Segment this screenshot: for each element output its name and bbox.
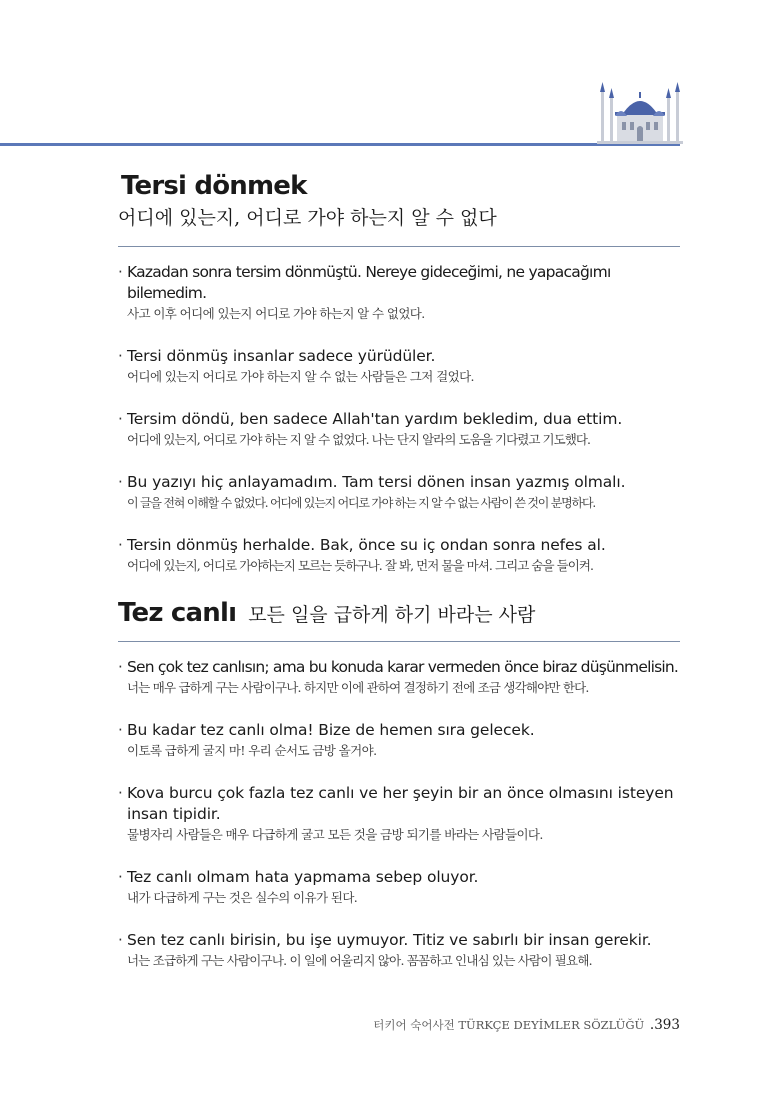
bullet: · (118, 784, 123, 802)
section-divider (118, 246, 680, 247)
bullet: · (118, 868, 123, 886)
example-turkish: Sen tez canlı birisin, bu işe uymuyor. Titiz ve sabırlı bir insan gerekir. (127, 931, 652, 949)
example-item (118, 657, 680, 697)
example-item (118, 262, 680, 323)
example-item (118, 867, 680, 907)
bullet: · (118, 347, 123, 365)
example-item (118, 472, 680, 512)
example-item (118, 783, 680, 844)
example-turkish: Kazadan sonra tersim dönmüştü. Nereye gideceğimi, ne yapacağımı bilemedim. (127, 263, 611, 302)
example-turkish: Tersim döndü, ben sadece Allah'tan yardım bekledim, dua ettim. (127, 410, 623, 428)
bullet: · (118, 473, 123, 491)
example-turkish: Bu kadar tez canlı olma! Bize de hemen sıra gelecek. (127, 721, 535, 739)
idiom-title: Tersi dönmek (121, 171, 307, 201)
example-item (118, 346, 680, 386)
bullet: · (118, 658, 123, 676)
idiom-meaning: 모든 일을 급하게 하기 바라는 사람 (248, 604, 536, 626)
example-turkish: Sen çok tez canlısın; ama bu konuda karar vermeden önce biraz düşünmelisin. (127, 658, 679, 676)
example-turkish: Tersi dönmüş insanlar sadece yürüdüler. (127, 347, 436, 365)
example-item (118, 930, 680, 970)
page-number: 393 (654, 1017, 680, 1033)
example-turkish: Kova burcu çok fazla tez canlı ve her şeyin bir an önce olmasını isteyen insan tipidir. (127, 784, 674, 823)
example-korean: 물병자리 사람들은 매우 다급하게 굴고 모든 것을 금방 되기를 바라는 사람들이다. (127, 827, 543, 842)
idiom-meaning: 어디에 있는지, 어디로 가야 하는지 알 수 없다 (118, 207, 497, 229)
example-item (118, 535, 680, 575)
example-korean: 사고 이후 어디에 있는지 어디로 가야 하는지 알 수 없었다. (127, 306, 425, 321)
example-turkish: Tez canlı olmam hata yapmama sebep oluyor. (127, 868, 479, 886)
example-korean: 너는 조급하게 구는 사람이구나. 이 일에 어울리지 않아. 꼼꼼하고 인내심 있는 사람이 필요해. (127, 953, 592, 968)
example-korean: 어디에 있는지 어디로 가야 하는지 알 수 없는 사람들은 그저 걸었다. (127, 369, 474, 384)
idiom-title: Tez canlı (118, 598, 237, 628)
mosque-icon (597, 78, 683, 144)
example-korean: 너는 매우 급하게 구는 사람이구나. 하지만 이에 관하여 결정하기 전에 조금 생각해야만 한다. (127, 680, 589, 695)
example-korean: 이 글을 전혀 이해할 수 없었다. 어디에 있는지 어디로 가야 하는 지 알 수 없는 사람이 쓴 것이 분명하다. (127, 496, 595, 510)
bullet: · (118, 536, 123, 554)
example-turkish: Tersin dönmüş herhalde. Bak, önce su iç ondan sonra nefes al. (127, 536, 606, 554)
header-rule (0, 143, 680, 146)
book-title: 터키어 숙어사전 TÜRKÇE DEYİMLER SÖZLÜĞÜ (373, 1018, 645, 1032)
bullet: · (118, 263, 123, 281)
section-divider (118, 641, 680, 642)
example-turkish: Bu yazıyı hiç anlayamadım. Tam tersi dönen insan yazmış olmalı. (127, 473, 626, 491)
example-item (118, 720, 680, 760)
page-footer (373, 1017, 680, 1033)
idiom-section-tez-canli (118, 597, 680, 970)
page-number-prefix: . (649, 1017, 655, 1033)
example-korean: 내가 다급하게 구는 것은 실수의 이유가 된다. (127, 890, 358, 905)
bullet: · (118, 721, 123, 739)
idiom-section-tersi-donmek (118, 170, 680, 575)
example-korean: 어디에 있는지, 어디로 가야하는지 모르는 듯하구나. 잘 봐, 먼저 물을 마셔. 그리고 숨을 들이켜. (127, 558, 594, 573)
bullet: · (118, 410, 123, 428)
bullet: · (118, 931, 123, 949)
example-korean: 이토록 급하게 굴지 마! 우리 순서도 금방 올거야. (127, 743, 377, 758)
example-korean: 어디에 있는지, 어디로 가야 하는 지 알 수 없었다. 나는 단지 알라의 도움을 기다렸고 기도했다. (127, 432, 591, 447)
example-item (118, 409, 680, 449)
